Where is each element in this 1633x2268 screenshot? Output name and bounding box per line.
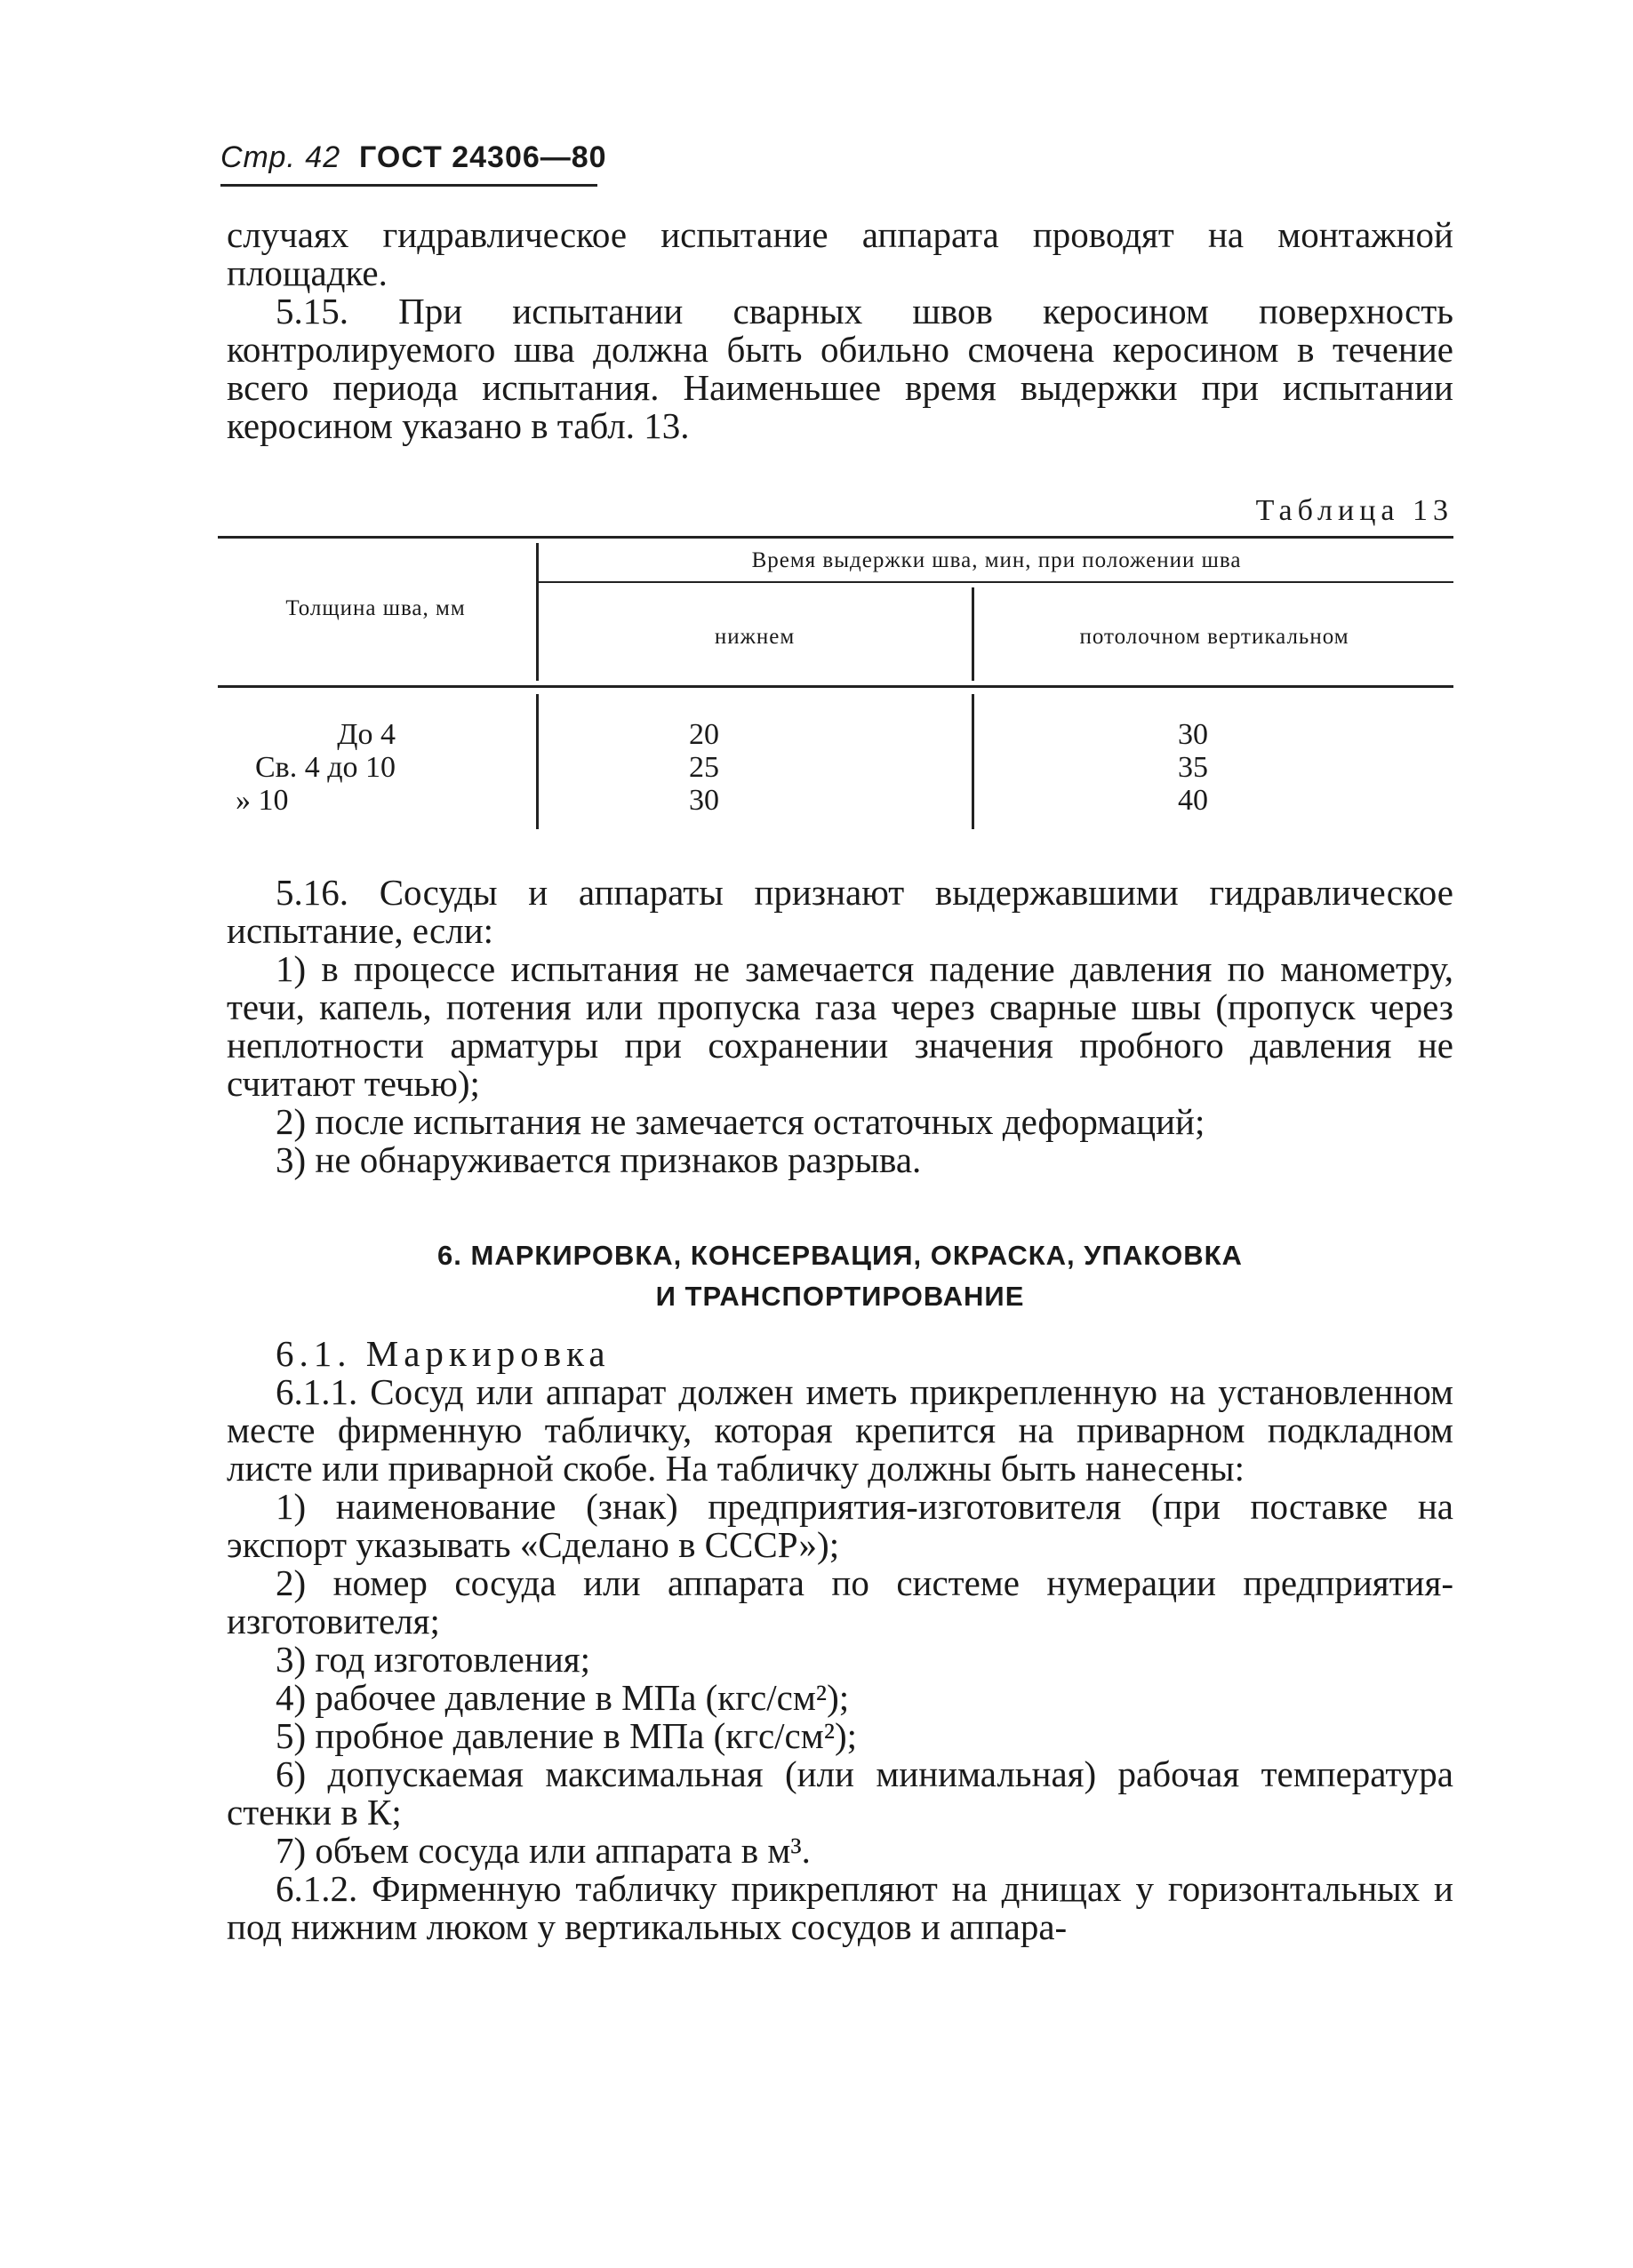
standard-code: ГОСТ 24306—80: [359, 140, 607, 174]
table-divider-1-body: [536, 694, 539, 829]
section-5-16: [227, 874, 1453, 1179]
intro-block: [227, 216, 1453, 445]
list-item: 1) наименование (знак) предприятия-изготовителя (при поставке на экспорт указывать «Сделано в СССР»);: [227, 1486, 1453, 1565]
cell-lower-row2: 25: [689, 751, 719, 784]
table-divider-2-head: [972, 587, 974, 681]
list-item: 6) допускаемая максимальная (или минимальная) рабочая температура стенки в К;: [227, 1753, 1453, 1833]
list-item: 2) после испытания не замечается остаточных деформаций;: [276, 1101, 1205, 1142]
table-group-rule: [538, 581, 1453, 583]
section-6-1: [227, 1335, 1453, 1946]
list-item: 5) пробное давление в МПа (кгс/см²);: [276, 1715, 858, 1756]
section-6-heading-line2: И ТРАНСПОРТИРОВАНИЕ: [655, 1281, 1025, 1312]
table-header-rule: [218, 685, 1453, 688]
cell-ceiling-vertical-row2: 35: [1178, 751, 1208, 784]
col-header-thickness: Толщина шва, мм: [285, 596, 466, 620]
page-header: [220, 140, 607, 175]
cell-thickness-row2: Св. 4 до 10: [254, 751, 396, 784]
cell-thickness-row1: До 4: [337, 718, 396, 751]
cell-thickness-row3: » 10: [236, 784, 289, 817]
paragraph-6-1-1: 6.1.1. Сосуд или аппарат должен иметь прикрепленную на установленном месте фирменную табличку, которая крепится на приварном подкладном листе или приварной скобе. На табличку должны быть нанесены:: [227, 1371, 1453, 1489]
continuation-paragraph: случаях гидравлическое испытание аппарата проводят на монтажной площадке.: [227, 214, 1453, 293]
table-divider-2-body: [972, 694, 974, 829]
subsection-6-1-title: 6.1. Маркировка: [276, 1333, 611, 1374]
col-header-ceiling-vertical: потолочном вертикальном: [1079, 625, 1349, 649]
list-item: 2) номер сосуда или аппарата по системе нумерации предприятия-изготовителя;: [227, 1562, 1453, 1641]
table-caption: Таблица 13: [1255, 494, 1453, 527]
list-item: 1) в процессе испытания не замечается падение давления по манометру, течи, капель, потения или пропуска газа через сварные швы (пропуск через неплотности арматуры при сохранении значения пробного давления не считают течью);: [227, 948, 1453, 1104]
col-header-time-group: Время выдержки шва, мин, при положении шва: [751, 548, 1242, 572]
table-top-rule: [218, 536, 1453, 539]
paragraph-5-16: 5.16. Сосуды и аппараты признают выдержавшими гидравлическое испытание, если:: [227, 872, 1453, 951]
cell-ceiling-vertical-row1: 30: [1178, 718, 1208, 751]
section-6-heading: [227, 1235, 1453, 1317]
list-item: 7) объем сосуда или аппарата в м³.: [276, 1830, 811, 1871]
list-item: 4) рабочее давление в МПа (кгс/см²);: [276, 1677, 850, 1718]
section-6-heading-line1: 6. МАРКИРОВКА, КОНСЕРВАЦИЯ, ОКРАСКА, УПАКОВКА: [437, 1240, 1243, 1271]
cell-ceiling-vertical-row3: 40: [1178, 784, 1208, 817]
list-item: 3) год изготовления;: [276, 1639, 591, 1680]
table-divider-1-head: [536, 543, 539, 681]
list-item: 3) не обнаруживается признаков разрыва.: [276, 1139, 922, 1180]
page-number: Стр. 42: [220, 140, 341, 174]
header-rule: [220, 184, 597, 187]
cell-lower-row3: 30: [689, 784, 719, 817]
col-header-lower: нижнем: [714, 625, 796, 649]
table-13: [218, 536, 1453, 829]
paragraph-6-1-2: 6.1.2. Фирменную табличку прикрепляют на днищах у горизонтальных и под нижним люком у вертикальных сосудов и аппара-: [227, 1868, 1453, 1947]
cell-lower-row1: 20: [689, 718, 719, 751]
paragraph-5-15: 5.15. При испытании сварных швов керосином поверхность контролируемого шва должна быть обильно смочена керосином в течение всего периода испытания. Наименьшее время выдержки при испытании керосином указано в табл. 13.: [227, 291, 1453, 446]
